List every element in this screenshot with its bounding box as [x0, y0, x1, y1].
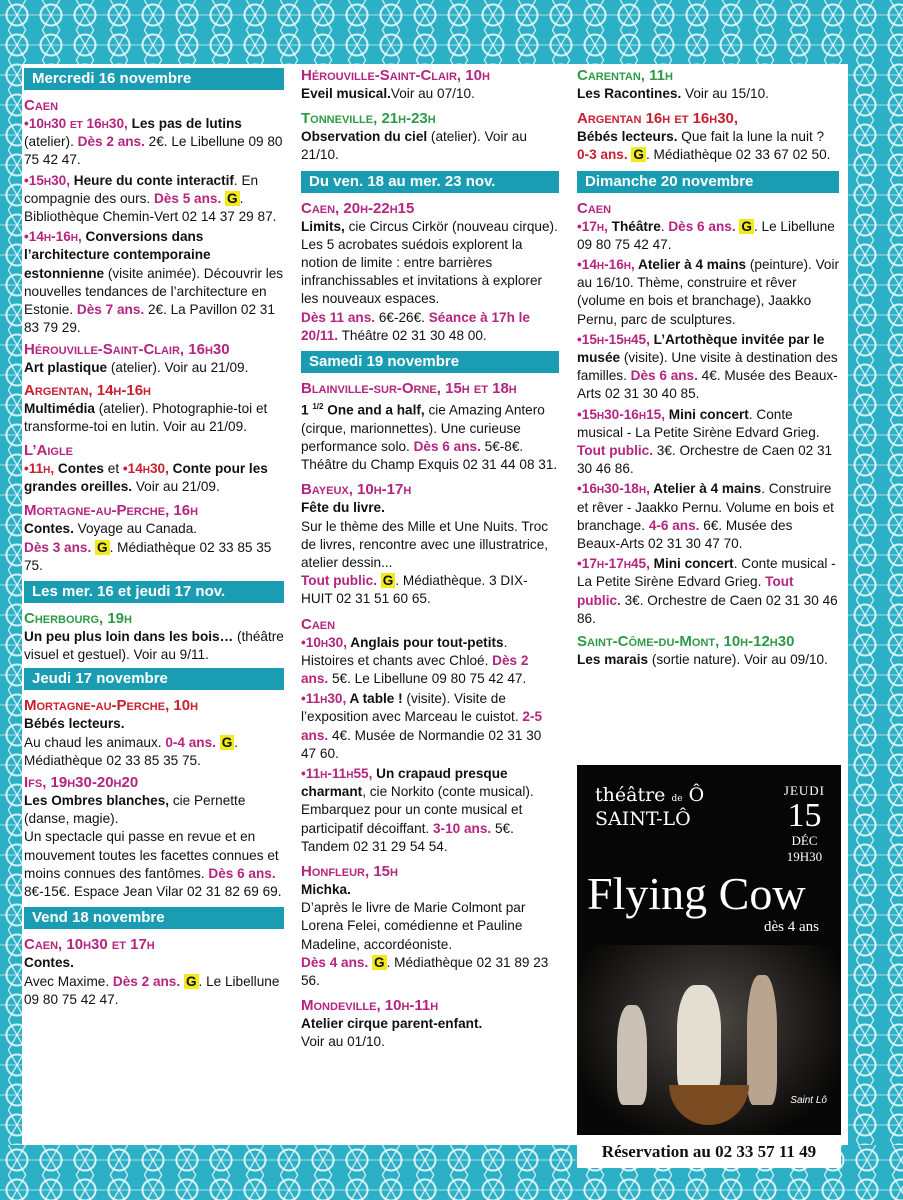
column-3 — [577, 66, 839, 671]
event: Contes. Avec Maxime. Dès 2 ans. G . Le Libellune 09 80 75 42 47. — [24, 955, 280, 1007]
free-badge: G — [97, 539, 108, 555]
event: Atelier cirque parent-enfant. Voir au 01/10. — [301, 1016, 483, 1050]
decorative-pattern-top — [0, 0, 903, 64]
event: •11h-11h55, Un crapaud presque charmant, cie Norkito (conte musical). Embarquez pour un conte musical et participatif décoiffant. 3-10 ans. 5€. Tandem 02 31 29 54 54. — [301, 766, 534, 854]
city-heading: Tonneville, 21h-23h — [301, 110, 436, 128]
event: Limits, cie Circus Cirkör (nouveau cirque). Les 5 acrobates suédois explorent la notion de limite : entre barrières infranchissables et invitations à explorer les nouveaux espaces. Dès 11 ans. 6€-26€. Séance à 17h le 20/11. Théâtre 02 31 30 48 00. — [301, 218, 558, 343]
event: Bébés lecteurs. Au chaud les animaux. 0-4 ans. G . Médiathèque 02 33 85 35 75. — [24, 716, 239, 768]
event: •10h30, Anglais pour tout-petits. Histoires et chants avec Chloé. Dès 2 ans. 5€. Le Libellune 09 80 75 42 47. — [301, 634, 529, 686]
saint-lo-logo: Saint Lô — [790, 1095, 827, 1106]
free-badge: G — [185, 973, 197, 989]
city-heading: Caen, 20h-22h15 — [301, 199, 415, 217]
free-badge: G — [221, 734, 233, 750]
performers-photo — [577, 945, 841, 1135]
free-badge: G — [382, 573, 394, 589]
free-badge: G — [633, 147, 644, 163]
event: •15h30-16h15, Mini concert. Conte musical - La Petite Sirène Edvard Grieg. Tout public. 3€. Orchestre de Caen 02 31 30 46 86. — [577, 406, 833, 477]
event: Multimédia (atelier). Photographie-toi et transforme-toi en lutin. Voir au 21/09. — [24, 400, 268, 434]
day-header: Samedi 19 novembre — [301, 351, 559, 375]
event: •14h-16h, Atelier à 4 mains (peinture). Voir au 16/10. Thème, construire et rêver (volume en bois et branchage), Jaakko Pernu, parc de sculptures. — [577, 257, 840, 327]
event: 1 $^{1/2}$ One and a half, cie Amazing Antero (cirque, marionnettes). Une curieuse performance solo. Dès 6 ans. 5€-8€. Théâtre du Champ Exquis 02 31 44 08 31. — [301, 402, 558, 473]
event: •15h30, Heure du conte interactif. En compagnie des ours. Dès 5 ans. G . Bibliothèque Chemin-Vert 02 14 37 29 87. — [24, 172, 277, 225]
city-heading: Mortagne-au-Perche, 16h — [24, 502, 199, 520]
event: Michka. D’après le livre de Marie Colmont par Lorena Felei, comédienne et Pauline Madeline, accordéoniste. Dès 4 ans. G . Médiathèque 02 31 89 23 56. — [301, 882, 549, 989]
reservation-banner: Réservation au 02 33 57 11 49 — [577, 1135, 841, 1168]
event: •11h30, A table ! (visite). Visite de l’exposition avec Marceau le cuistot. 2-5 ans. 4€. Musée de Normandie 02 31 30 47 60. — [301, 691, 543, 761]
city-heading: Mortagne-au-Perche, 10h — [24, 697, 199, 715]
column-1 — [24, 66, 284, 1011]
day-header: Les mer. 16 et jeudi 17 nov. — [24, 581, 284, 605]
free-badge: G — [741, 218, 752, 234]
day-header: Vend 18 novembre — [24, 907, 284, 931]
day-header: Du ven. 18 au mer. 23 nov. — [301, 171, 559, 195]
city-heading: Ifs, 19h30-20h20 — [24, 774, 139, 792]
city-heading: Caen — [24, 97, 59, 114]
city-heading: Carentan, 11h — [577, 67, 673, 84]
city-heading: L’Aigle — [24, 442, 74, 460]
event: Un peu plus loin dans les bois… (théâtre visuel et gestuel). Voir au 9/11. — [24, 629, 284, 663]
city-heading: Honfleur, 15h — [301, 863, 398, 881]
event: •17h, Théâtre. Dès 6 ans. G . Le Libellune 09 80 75 42 47. — [577, 218, 835, 252]
city-heading: Caen — [577, 199, 612, 217]
decorative-pattern-right — [848, 0, 903, 1200]
event: Les Ombres blanches, cie Pernette (danse, magie). Un spectacle qui passe en revue et en mouvement toutes les facettes connues et moins connues des fantômes. Dès 6 ans. 8€-15€. Espace Jean Vilar 02 31 82 69 69. — [24, 793, 282, 900]
city-heading: Hérouville-Saint-Clair, 16h30 — [24, 341, 230, 359]
free-badge: G — [374, 954, 385, 970]
column-2 — [301, 66, 559, 1054]
city-heading: Hérouville-Saint-Clair, 10h — [301, 67, 490, 84]
city-heading: Caen — [301, 615, 336, 633]
city-heading: Cherbourg, 19h — [24, 610, 132, 628]
poster-show-title: Flying Cow — [587, 868, 806, 919]
free-badge: G — [227, 190, 238, 206]
city-heading: Mondeville, 10h-11h — [301, 997, 439, 1015]
day-header: Dimanche 20 novembre — [577, 171, 839, 195]
event: Eveil musical.Voir au 07/10. — [301, 86, 475, 101]
event: Observation du ciel (atelier). Voir au 21/10. — [301, 129, 527, 163]
event: •10h30 et 16h30, Les pas de lutins (atelier). Dès 2 ans. 2€. Le Libellune 09 80 75 42 47. — [24, 116, 283, 168]
city-heading: Argentan, 14h-16h — [24, 381, 151, 399]
poster-date: JEUDI 15 DÉC 19H30 — [783, 783, 825, 864]
city-heading: Saint-Côme-du-Mont, 10h-12h30 — [577, 633, 795, 651]
event: •14h-16h, Conversions dans l’architecture contemporaine estonnienne (visite animée). Découvrir les nouvelles tendances de l’architecture en Estonie. Dès 7 ans. 2€. La Pavillon 02 31 83 79 29. — [24, 229, 284, 336]
event: •11h, Contes et •14h30, Conte pour les grandes oreilles. Voir au 21/09. — [24, 461, 268, 495]
event: Contes. Voyage au Canada. Dès 3 ans. G . Médiathèque 02 33 85 35 75. — [24, 521, 272, 573]
event: Bébés lecteurs. Que fait la lune la nuit ? 0-3 ans. G . Médiathèque 02 33 67 02 50. — [577, 129, 831, 163]
event: Art plastique (atelier). Voir au 21/09. — [24, 360, 249, 376]
event: •15h-15h45, L’Artothèque invitée par le musée (visite). Une visite à destination des familles. Dès 6 ans. 4€. Musée des Beaux-Arts 02 31 30 40 85. — [577, 331, 838, 402]
theatre-logo: théâtre de Ô SAINT-LÔ — [595, 784, 705, 830]
city-heading: Argentan 16h et 16h30, — [577, 110, 739, 128]
event: •16h30-18h, Atelier à 4 mains. Construire et rêver - Jaakko Pernu. Volume en bois et branchage. 4-6 ans. 6€. Musée des Beaux-Arts 02 31 30 47 70. — [577, 481, 834, 552]
poster-age: dès 4 ans — [764, 919, 819, 935]
event: Les marais (sortie nature). Voir au 09/10. — [577, 652, 828, 668]
day-header: Jeudi 17 novembre — [24, 668, 284, 692]
event: Les Racontines. Voir au 15/10. — [577, 86, 769, 101]
flying-cow-poster — [577, 765, 841, 1168]
day-header: Mercredi 16 novembre — [24, 68, 284, 92]
city-heading: Caen, 10h30 et 17h — [24, 936, 155, 954]
city-heading: Bayeux, 10h-17h — [301, 481, 412, 499]
event: •17h-17h45, Mini concert. Conte musical - La Petite Sirène Edvard Grieg. Tout public. 3€. Orchestre de Caen 02 31 30 46 86. — [577, 556, 838, 626]
decorative-pattern-left — [0, 0, 22, 1200]
event: Fête du livre. Sur le thème des Mille et Une Nuits. Troc de livres, rencontre avec une illustratrice, atelier dessin... Tout public. G . Médiathèque. 3 DIX-HUIT 02 31 51 60 65. — [301, 500, 549, 607]
city-heading: Blainville-sur-Orne, 15h et 18h — [301, 380, 517, 398]
